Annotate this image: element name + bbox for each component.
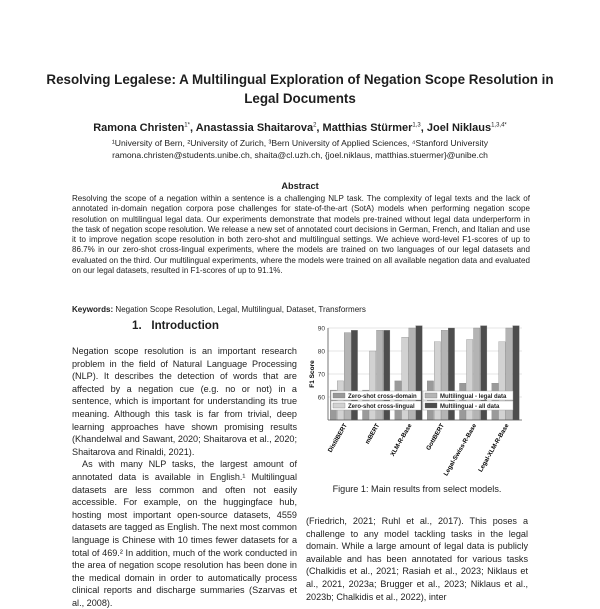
- legend-swatch: [425, 393, 437, 398]
- author-affiliation-mark: 1,3: [412, 122, 421, 129]
- x-tick-label: GottBERT: [425, 422, 446, 452]
- bar: [395, 381, 401, 420]
- x-tick-label: Legal-XLM-R-Base: [477, 422, 511, 474]
- bar: [427, 381, 433, 420]
- legend-label: Zero-shot cross-lingual: [348, 403, 415, 410]
- affiliations: ¹University of Bern, ²University of Zurich, ³Bern University of Applied Sciences, ⁴Stanford University: [111, 138, 489, 148]
- x-tick-label: Legal-Swiss-R-Base: [442, 422, 479, 478]
- legend-label: Zero-shot cross-domain: [348, 393, 417, 400]
- x-tick-label: DistilBERT: [326, 422, 349, 454]
- paragraph: Negation scope resolution is an important research problem in the field of Natural Language Processing (NLP). It describes the detection of words that are affected by a negation cue (e.g. no or not) in a sentence, which is important for understanding its true meaning. Although this task is far from trivial, deep learning approaches have shown promising results (Khandelwal and Sawant, 2020; Shaitarova et al., 2020; Shaitarova and Rinaldi, 2021).: [72, 346, 297, 457]
- keywords-label: Keywords:: [72, 305, 114, 314]
- results-chart: [306, 322, 528, 480]
- paper-title: Resolving Legalese: A Multilingual Exploration of Negation Scope Resolution in Legal Documents: [46, 72, 554, 106]
- author-list: Ramona Christen$^{1*}$, Anastassia Shaitarova$^2$, Matthias Stürmer$^{1,3}$, Joel Niklaus$^{1,3,4*}$: [93, 122, 507, 134]
- author-name: Ramona Christen: [93, 122, 185, 134]
- author-affiliation-mark: 1,3,4*: [491, 122, 507, 129]
- affiliations-block: [30, 137, 570, 161]
- figure-caption: Figure 1: Main results from select models.: [332, 484, 502, 494]
- legend-label: Multilingual - legal data: [440, 393, 507, 400]
- section-heading: [132, 319, 219, 332]
- legend-swatch: [333, 393, 345, 398]
- right-column: [306, 515, 528, 603]
- chart-x-tick-labels: [327, 422, 511, 477]
- y-tick-label: 80: [317, 348, 325, 356]
- author-name: Anastassia Shaitarova: [195, 122, 314, 134]
- y-axis-label: F1 Score: [309, 360, 316, 388]
- y-tick-label: 60: [317, 394, 325, 402]
- left-column: [72, 345, 297, 609]
- bar: [337, 381, 343, 420]
- x-tick-label: XLM-R-Base: [389, 422, 414, 458]
- emails: ramona.christen@students.unibe.ch, shaita@cl.uzh.ch, {joel.niklaus, matthias.stuermer}@unibe.ch: [112, 150, 488, 160]
- legend-label: Multilingual - all data: [440, 403, 500, 410]
- y-tick-label: 90: [317, 325, 325, 333]
- author-name: Matthias Stürmer: [322, 122, 413, 134]
- bar: [513, 326, 519, 420]
- author-name: Joel Niklaus: [426, 122, 492, 134]
- author-affiliation-mark: 1*: [184, 122, 190, 129]
- x-tick-label: mBERT: [363, 422, 382, 446]
- section-number: 1.: [132, 319, 142, 332]
- paragraph: (Friedrich, 2021; Ruhl et al., 2017). This poses a challenge to any model tackling tasks in the legal domain. While a large amount of legal data is publicly available and has been annotated for various tasks (Chalkidis et al., 2021; Rasiah et al., 2023; Niklaus et al., 2021, 2023a; Brugger et al., 2023; Niklaus et al., 2023b; Chalkidis et al., 2022), inter: [306, 516, 528, 602]
- legend-swatch: [425, 403, 437, 408]
- author-affiliation-mark: 2: [313, 122, 317, 129]
- legend-swatch: [333, 403, 345, 408]
- section-title: Introduction: [151, 319, 219, 332]
- paragraph: As with many NLP tasks, the largest amount of annotated data is available in English.¹ Multilingual datasets are less common and often not easily accessible. For example, on the huggingface hub, hosting most important open-source datasets, 4559 datasets are tagged as English. The next most common language is Chinese with 10 times fewer datasets for a total of 469.² In addition, much of the work conducted in the area of negation scope resolution has been done in the medical domain in order to automatically process clinical reports and discharge summaries (Szarvas et al., 2008).: [72, 459, 297, 608]
- keywords-text: Negation Scope Resolution, Legal, Multilingual, Dataset, Transformers: [115, 305, 366, 314]
- abstract-text: Resolving the scope of a negation within a sentence is a challenging NLP task. The complexity of legal texts and the lack of annotated in-domain negation corpora pose challenges for state-of-the-art (SotA) models when performing negation scope resolution on multilingual legal data. Our experiments demonstrate that models pre-trained without legal data underperform in the task of negation scope resolution. We release a new set of annotated court decisions in German, French, and Italian and use it to improve negation scope resolution in both zero-shot and multilingual settings. We achieve word-level F1-scores of up to 86.7% in our zero-shot cross-lingual experiments, where the models are trained on two languages of our legal datasets and evaluated on the third. Our multilingual experiments, where the models were trained on all available negation data and evaluated on our legal datasets, resulted in F1-scores of up to 91.1%.: [72, 194, 530, 276]
- keywords-line: [72, 305, 366, 314]
- abstract-heading: Abstract: [281, 181, 319, 191]
- y-tick-label: 70: [317, 371, 325, 379]
